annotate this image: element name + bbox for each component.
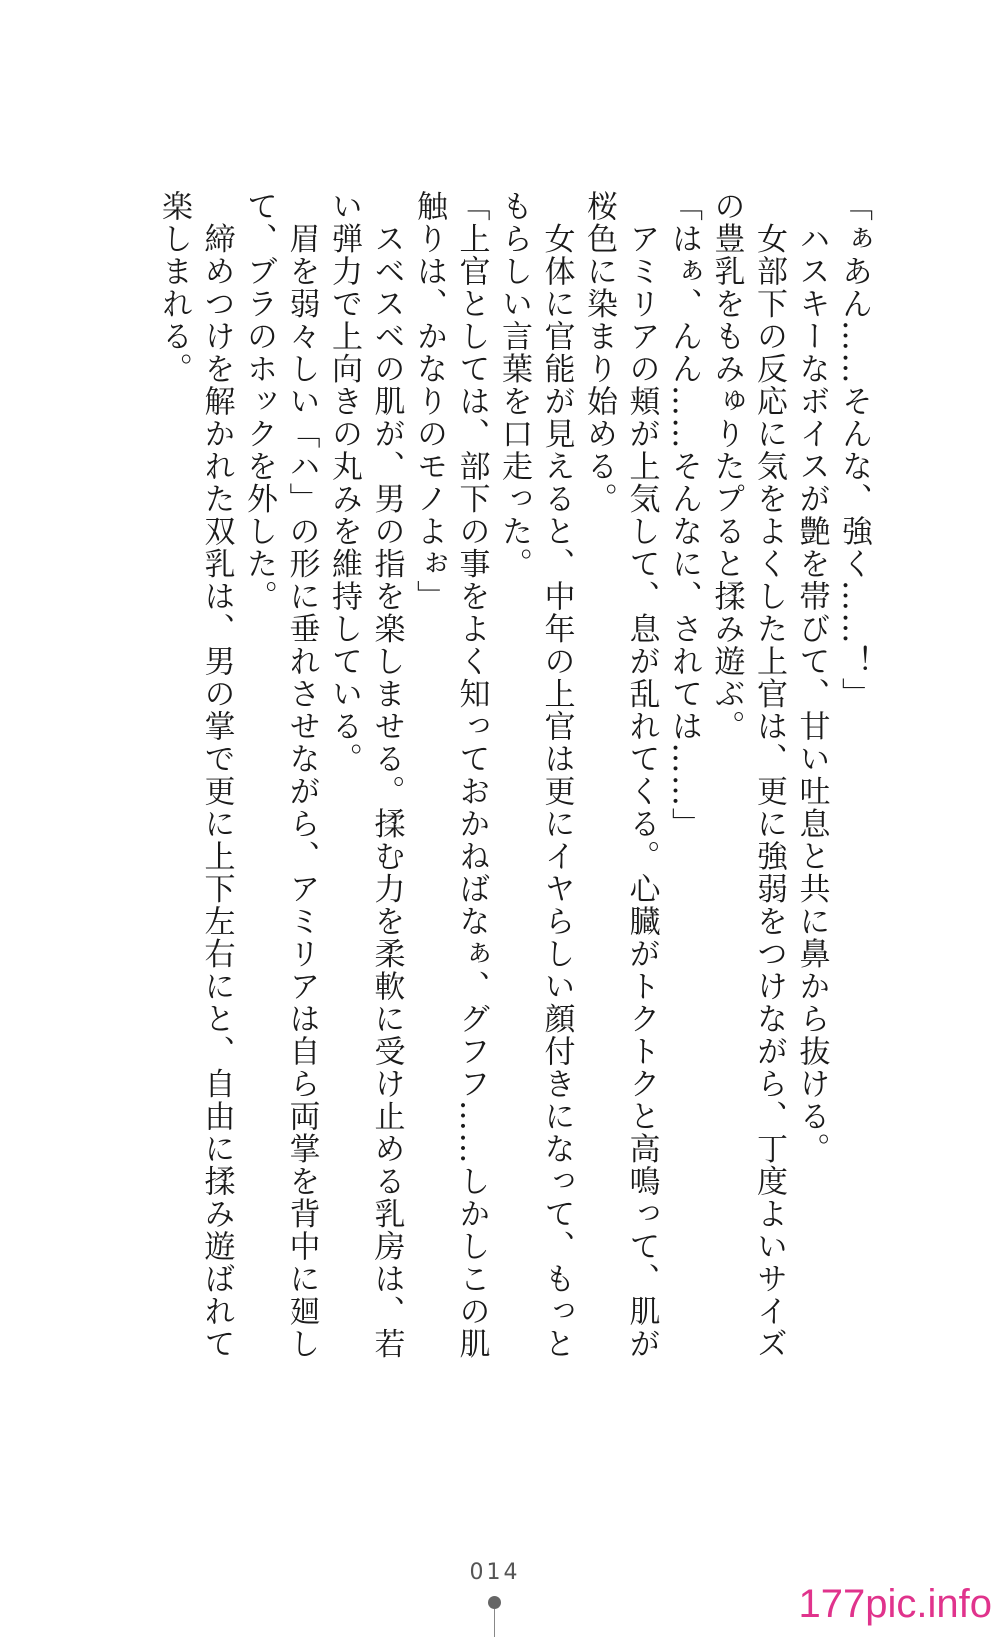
paragraph: 「ぁあん……そんな、強く……！」 <box>836 190 872 710</box>
page-marker-dot <box>488 1596 501 1609</box>
paragraph: 「上官としては、部下の事をよく知っておかねばなぁ、グフフ……しかしこの肌触りは、かなりのモノよぉ」 <box>411 190 490 1360</box>
paragraph: 眉を弱々しい「ハ」の形に垂れさせながら、アミリアは自ら両掌を背中に廻して、ブラのホックを外した。 <box>241 190 320 1360</box>
page-marker-line <box>494 1609 495 1637</box>
paragraph: 「はぁ、んん……そんなに、されては……」 <box>666 190 702 840</box>
watermark: 177pic.info <box>798 1582 992 1626</box>
page-number: 014 <box>469 1560 521 1585</box>
vertical-text-body <box>135 190 875 1360</box>
paragraph: スベスベの肌が、男の指を楽しませる。揉む力を柔軟に受け止める乳房は、若い弾力で上向きの丸みを維持している。 <box>326 190 405 1360</box>
paragraph: 締めつけを解かれた双乳は、男の掌で更に上下左右にと、自由に揉み遊ばれて楽しまれる。 <box>156 190 235 1360</box>
paragraph: ハスキーなボイスが艶を帯びて、甘い吐息と共に鼻から抜ける。 <box>793 190 830 1165</box>
paragraph: 女体に官能が見えると、中年の上官は更にイヤらしい顔付きになって、もっともらしい言葉を口走った。 <box>496 190 575 1360</box>
paragraph: アミリアの頬が上気して、息が乱れてくる。心臓がトクトクと高鳴って、肌が桜色に染まり始める。 <box>581 190 660 1360</box>
paragraph: 女部下の反応に気をよくした上官は、更に強弱をつけながら、丁度よいサイズの豊乳をもみゅりたプると揉み遊ぶ。 <box>708 190 787 1360</box>
